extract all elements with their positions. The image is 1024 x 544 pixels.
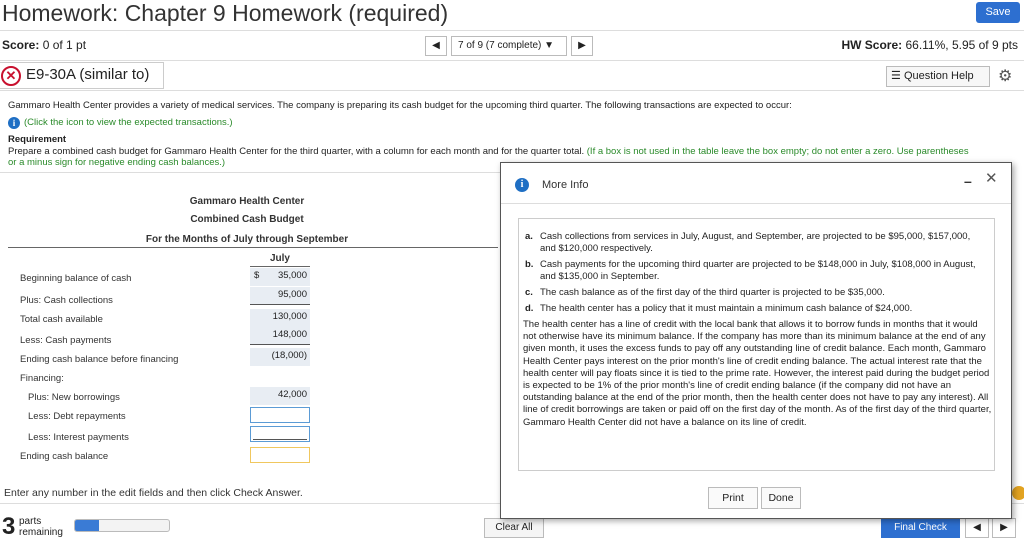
column-july: July	[269, 253, 290, 264]
column-rule	[250, 266, 310, 267]
instruction-text: Enter any number in the edit fields and then click Check Answer.	[4, 487, 303, 499]
row-label-interest: Less: Interest payments	[28, 432, 129, 443]
requirement-heading: Requirement	[8, 134, 67, 145]
input-rule	[253, 439, 307, 440]
header-rule	[8, 247, 498, 248]
parts-remaining	[19, 516, 63, 538]
final-check-button[interactable]: Final Check	[881, 518, 960, 538]
requirement-hint: (If a box is not used in the table leave the box empty; do not enter a zero. Use parentheses	[586, 146, 969, 157]
requirement-text: Prepare a combined cash budget for Gammaro Health Center for the third quarter, with a column for each month and for the quarter total.	[8, 146, 585, 157]
transactions-link[interactable]: (Click the icon to view the expected transactions.)	[24, 117, 233, 128]
triangle-right-icon: ▶	[1000, 522, 1008, 533]
debt-repayments-input[interactable]	[250, 407, 310, 423]
bottom-next-button[interactable]	[992, 518, 1016, 538]
row-label-payments: Less: Cash payments	[20, 335, 112, 346]
hw-score-value: 66.11%, 5.95 of 9 pts	[905, 38, 1018, 52]
row-label-financing: Financing:	[20, 373, 64, 384]
save-button[interactable]: Save	[976, 2, 1020, 23]
progress-fill	[75, 520, 99, 531]
problem-intro: Gammaro Health Center provides a variety of medical services. The company is preparing its cash budget for the upcoming third quarter. The following transactions are expected to occur:	[8, 100, 792, 111]
divider	[0, 90, 1024, 91]
cell-total-available: 130,000	[250, 309, 310, 327]
triangle-left-icon: ◀	[973, 522, 981, 533]
hw-score	[841, 38, 1018, 52]
triangle-left-icon: ◀	[432, 40, 440, 51]
info-icon[interactable]: i	[8, 117, 20, 129]
question-position: 7 of 9 (7 complete)	[458, 40, 542, 51]
help-circle-icon[interactable]	[1012, 486, 1024, 500]
budget-company: Gammaro Health Center	[189, 196, 305, 207]
done-button[interactable]: Done	[761, 487, 801, 509]
list-item: a. Cash collections from services in July, August, and September, are projected to be $95,000, $157,000, and $120,000 respectively.	[525, 231, 971, 254]
cell-collections: 95,000	[250, 287, 310, 305]
minimize-icon[interactable]: –	[964, 173, 972, 189]
score-label: Score:	[2, 38, 40, 52]
info-icon: i	[515, 178, 529, 192]
question-help-button[interactable]	[886, 66, 990, 87]
print-button[interactable]: Print	[708, 487, 758, 509]
parts-label: parts	[19, 516, 42, 527]
requirement-hint-cont: or a minus sign for negative ending cash balances.)	[8, 157, 226, 168]
gear-icon[interactable]: ⚙	[998, 68, 1013, 85]
parts-count: 3	[2, 513, 16, 540]
list-item: b. Cash payments for the upcoming third quarter are projected to be $148,000 in July, $108,000 in August, and $135,000 in September.	[525, 259, 976, 282]
previous-question-button[interactable]	[425, 36, 447, 56]
credit-line-paragraph: The health center has a line of credit with the local bank that allows it to borrow funds in months that it would not otherwise have its minimum balance. If the company has more than its minimum balance at the end of any given month, it uses the excess funds to pay off any outstanding line of credit balance. Each month, Gammaro Health Center pays interest on the prior month's line of credit ending balance. The actual interest rate that the health center will pay floats since it is tied to the prime rate. However, the interest paid during the budget period is expected to be 1% of the prior month's line of credit ending balance (if the company did not have an outstanding balance at the end of the prior month, then the health center does not have to pay any interest). All line of credit borrowings are taken or paid off on the first day of the month. As of the first day of the third quarter, Gammaro Health Center did not have a balance on its line of credit.	[523, 319, 992, 428]
triangle-right-icon: ▶	[578, 40, 586, 51]
bottom-previous-button[interactable]	[965, 518, 989, 538]
list-item: c. The cash balance as of the first day of the third quarter is projected to be $35,000.	[525, 287, 885, 298]
transactions-box	[518, 218, 995, 471]
divider	[0, 60, 1024, 61]
row-label-beginning: Beginning balance of cash	[20, 273, 132, 284]
divider	[501, 203, 1011, 204]
cell-beginning	[250, 268, 310, 286]
question-selector[interactable]	[451, 36, 567, 56]
budget-title: Combined Cash Budget	[190, 214, 304, 225]
row-label-borrowings: Plus: New borrowings	[28, 392, 120, 403]
row-label-repayments: Less: Debt repayments	[28, 411, 126, 422]
page-title: Homework: Chapter 9 Homework (required)	[2, 0, 449, 26]
score-value: 0 of 1 pt	[42, 38, 87, 52]
row-label-total-available: Total cash available	[20, 314, 103, 325]
cell-borrowings: 42,000	[250, 387, 310, 405]
problem-id: E9-30A (similar to)	[26, 66, 150, 83]
row-label-ending: Ending cash balance	[20, 451, 109, 462]
dialog-title: More Info	[542, 179, 589, 191]
budget-period: For the Months of July through September	[145, 234, 349, 245]
clear-all-button[interactable]: Clear All	[484, 518, 544, 538]
close-icon[interactable]: ✕	[985, 170, 998, 187]
caret-down-icon: ▼	[544, 40, 555, 51]
more-info-dialog	[500, 162, 1012, 519]
question-help-label: Question Help	[903, 70, 974, 82]
progress-bar	[74, 519, 170, 532]
hw-score-label: HW Score:	[841, 38, 903, 52]
remaining-label: remaining	[19, 527, 63, 538]
list-icon: ☰	[891, 70, 901, 82]
ending-balance-input[interactable]	[250, 447, 310, 463]
divider	[0, 30, 1024, 31]
row-label-collections: Plus: Cash collections	[20, 295, 113, 306]
cell-payments: 148,000	[250, 327, 310, 345]
currency-sign: $	[254, 270, 260, 281]
requirement-line	[8, 146, 969, 157]
cell-beginning-value: 35,000	[277, 270, 307, 281]
score	[2, 38, 86, 52]
next-question-button[interactable]	[571, 36, 593, 56]
list-item: d. The health center has a policy that it must maintain a minimum cash balance of $24,000.	[525, 303, 913, 314]
incorrect-x-icon: ✕	[1, 66, 21, 86]
cell-ending-before: (18,000)	[250, 348, 310, 366]
row-label-ending-before: Ending cash balance before financing	[20, 354, 179, 365]
